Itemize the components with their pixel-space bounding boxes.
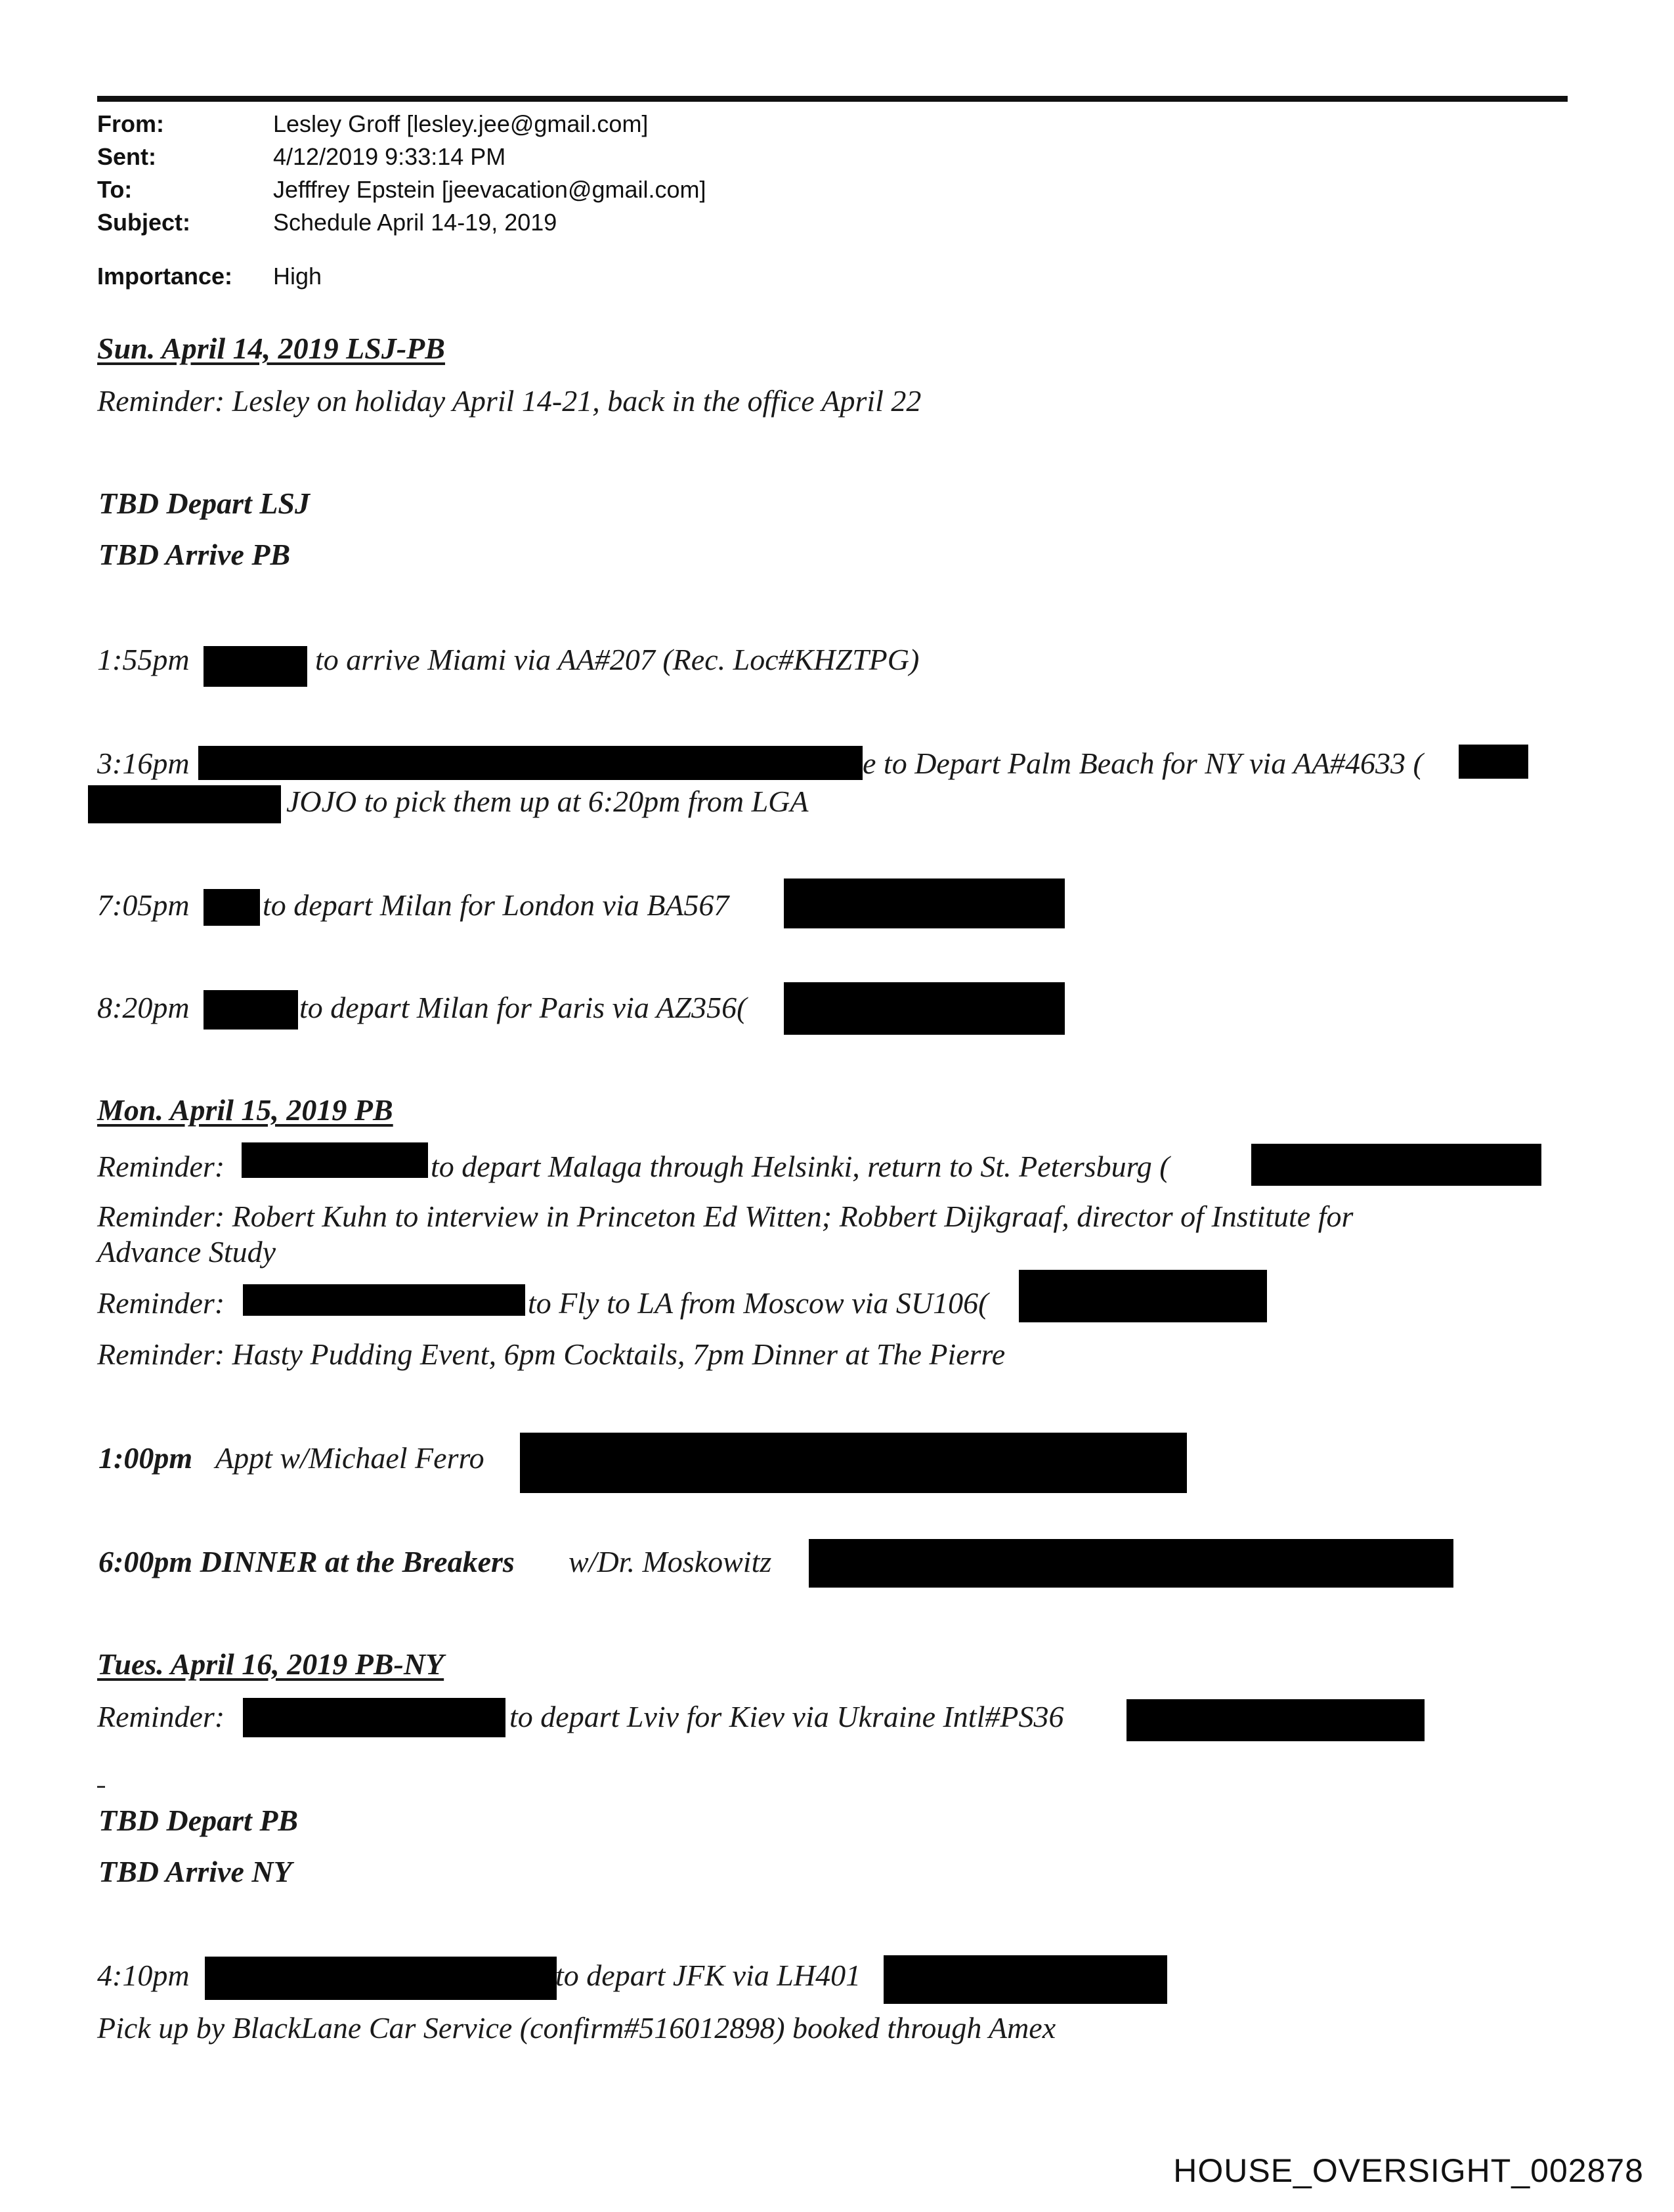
subject-value: Schedule April 14-19, 2019 — [273, 209, 557, 236]
redaction-block — [242, 1142, 428, 1178]
sent-value: 4/12/2019 9:33:14 PM — [273, 143, 506, 170]
reminder-text: Reminder: Robert Kuhn to interview in Princeton Ed Witten; Robbert Dijkgraaf, director of Institute for — [97, 1200, 1354, 1233]
dinner-text: w/Dr. Moskowitz — [569, 1545, 772, 1578]
dinner-heading: 6:00pm DINNER at the Breakers — [98, 1545, 515, 1578]
reminder-text-line2: Advance Study — [97, 1235, 276, 1269]
event-text-line2: JOJO to pick them up at 6:20pm from LGA — [286, 785, 809, 818]
from-value: Lesley Groff [lesley.jee@gmail.com] — [273, 110, 649, 137]
reminder-text: to depart Lviv for Kiev via Ukraine Intl#PS36 — [509, 1700, 1064, 1733]
event-time: 1:55pm — [97, 643, 190, 676]
event-time: 7:05pm — [97, 888, 190, 922]
appointment-text: Appt w/Michael Ferro — [215, 1441, 484, 1475]
pickup-text: Pick up by BlackLane Car Service (confirm#516012898) booked through Amex — [97, 2011, 1056, 2045]
from-label: From: — [97, 110, 164, 137]
redaction-block — [205, 1957, 557, 2000]
appointment-time: 1:00pm — [98, 1441, 193, 1475]
event-text: to depart Milan for London via BA567 — [263, 888, 729, 922]
redaction-block — [809, 1539, 1453, 1588]
event-text: to arrive Miami via AA#207 (Rec. Loc#KHZTPG) — [315, 643, 920, 676]
header-rule — [97, 96, 1568, 102]
depart-sun: TBD Depart LSJ — [98, 487, 310, 520]
redaction-block — [204, 646, 307, 687]
importance-label: Importance: — [97, 263, 233, 290]
date-heading-mon: Mon. April 15, 2019 PB — [97, 1093, 393, 1127]
reminder-text: to depart Malaga through Helsinki, return to St. Petersburg ( — [431, 1150, 1170, 1183]
event-time: 3:16pm — [97, 747, 190, 780]
sent-label: Sent: — [97, 143, 156, 170]
reminder-label: Reminder: — [97, 1286, 225, 1320]
event-time: 8:20pm — [97, 991, 190, 1024]
redaction-block — [204, 990, 298, 1030]
redaction-block — [204, 889, 260, 926]
event-text: to depart Milan for Paris via AZ356( — [299, 991, 747, 1024]
bates-number: HOUSE_OVERSIGHT_002878 — [1173, 2152, 1644, 2189]
redaction-block — [1459, 745, 1528, 779]
reminder-text: Reminder: Hasty Pudding Event, 6pm Cocktails, 7pm Dinner at The Pierre — [97, 1337, 1006, 1371]
redaction-block — [88, 785, 281, 823]
redaction-block — [243, 1284, 525, 1316]
depart-tue: TBD Depart PB — [98, 1804, 299, 1837]
to-label: To: — [97, 176, 133, 203]
redaction-block — [784, 982, 1065, 1035]
date-heading-tue: Tues. April 16, 2019 PB-NY — [97, 1647, 444, 1681]
redaction-block — [784, 878, 1065, 928]
stray-dash — [97, 1786, 105, 1788]
redaction-block — [520, 1433, 1187, 1493]
arrive-sun: TBD Arrive PB — [98, 538, 291, 571]
reminder-sun: Reminder: Lesley on holiday April 14-21, back in the office April 22 — [97, 384, 922, 418]
arrive-tue: TBD Arrive NY — [98, 1855, 292, 1888]
reminder-text: to Fly to LA from Moscow via SU106( — [528, 1286, 989, 1320]
event-time: 4:10pm — [97, 1959, 190, 1992]
subject-label: Subject: — [97, 209, 191, 236]
event-text: to depart JFK via LH401 — [555, 1959, 861, 1992]
date-heading-sun: Sun. April 14, 2019 LSJ-PB — [97, 332, 445, 365]
reminder-label: Reminder: — [97, 1700, 225, 1733]
redaction-block — [884, 1955, 1167, 2004]
event-text: e to Depart Palm Beach for NY via AA#4633 ( — [863, 747, 1423, 780]
to-value: Jefffrey Epstein [jeevacation@gmail.com] — [273, 176, 706, 203]
redaction-block — [1251, 1144, 1541, 1186]
redaction-block — [243, 1698, 505, 1737]
redaction-block — [198, 746, 863, 780]
importance-value: High — [273, 263, 322, 290]
redaction-block — [1019, 1270, 1267, 1322]
reminder-label: Reminder: — [97, 1150, 225, 1183]
redaction-block — [1127, 1699, 1425, 1741]
